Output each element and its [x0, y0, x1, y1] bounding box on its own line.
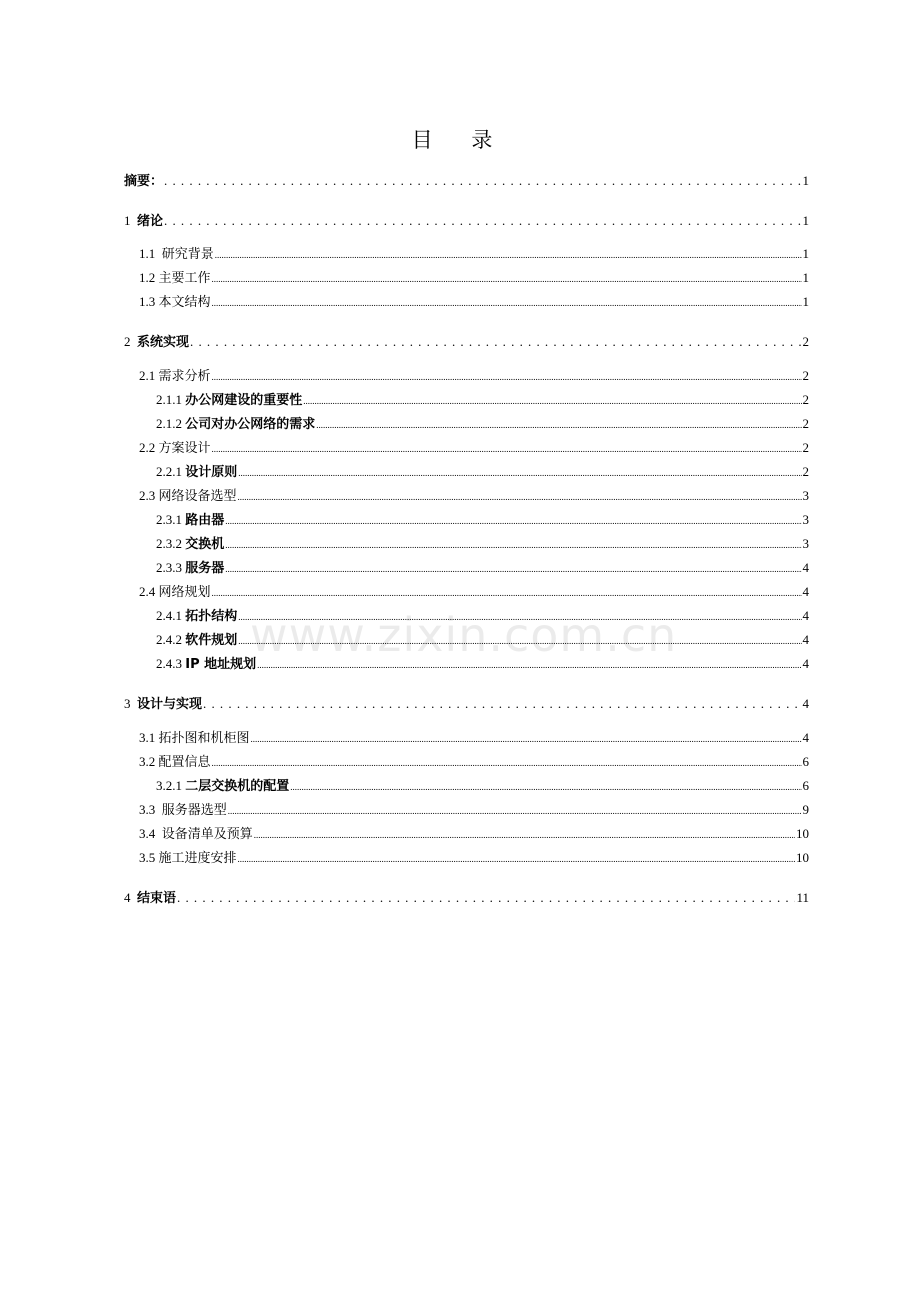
toc-entry[interactable] — [139, 245, 809, 264]
toc-entry[interactable] — [156, 463, 809, 482]
toc-entry[interactable] — [156, 391, 809, 410]
toc-entry-number: 3 — [124, 696, 137, 711]
toc-entry-title: 办公网建设的重要性 — [185, 393, 303, 408]
toc-entry-page: 4 — [802, 584, 809, 599]
toc-entry-title: 二层交换机的配置 — [185, 779, 290, 794]
toc-leader-dots — [190, 333, 801, 351]
toc-entry-title: 设计与实现 — [137, 697, 203, 712]
toc-entry[interactable] — [156, 559, 809, 578]
toc-entry-title: 公司对办公网络的需求 — [185, 417, 316, 432]
toc-entry-number: 2.1.2 — [156, 416, 186, 431]
toc-entry-number: 2.4.1 — [156, 608, 186, 623]
toc-leader-dots — [290, 778, 801, 796]
toc-entry-number: 1.3 — [139, 294, 159, 309]
toc-entry-title: 摘要： — [124, 174, 164, 189]
toc-entry-page: 4 — [802, 632, 809, 647]
toc-entry-page: 10 — [796, 850, 809, 865]
toc-leader-dots — [164, 172, 801, 190]
toc-entry-title: 结束语 — [137, 891, 177, 906]
toc-entry-title: 服务器选型 — [161, 803, 227, 818]
toc-leader-dots — [212, 270, 802, 288]
toc-leader-dots — [225, 512, 801, 530]
toc-entry-number: 3.1 — [139, 730, 159, 745]
toc-leader-dots — [164, 212, 801, 230]
toc-entry[interactable] — [139, 801, 809, 820]
toc-entry-page: 4 — [802, 560, 809, 575]
toc-entry-page: 4 — [802, 608, 809, 623]
toc-entry-page: 6 — [802, 778, 809, 793]
toc-entry[interactable] — [156, 777, 809, 796]
toc-entry-title: 研究背景 — [161, 247, 214, 262]
toc-entry-number: 2 — [124, 334, 137, 349]
toc-leader-dots — [251, 730, 802, 748]
toc-entry-title: 网络设备选型 — [158, 489, 237, 504]
toc-entry-number: 4 — [124, 890, 137, 905]
toc-leader-dots — [212, 440, 802, 458]
toc-entry-number: 3.2 — [139, 754, 159, 769]
toc-entry-title: 交换机 — [185, 537, 225, 552]
toc-leader-dots — [303, 392, 801, 410]
toc-entry-title: IP 地址规划 — [185, 657, 257, 672]
toc-entry-title: 系统实现 — [137, 335, 190, 350]
toc-entry-title: 软件规划 — [185, 633, 238, 648]
toc-entry-number: 2.4 — [139, 584, 159, 599]
toc-entry-number: 1 — [124, 213, 137, 228]
toc-entry[interactable] — [139, 753, 809, 772]
toc-entry[interactable] — [124, 212, 809, 231]
toc-entry[interactable] — [124, 695, 809, 714]
toc-entry-page: 4 — [802, 696, 809, 711]
toc-entry-page: 3 — [802, 512, 809, 527]
toc-entry-title: 绪论 — [137, 214, 164, 229]
toc-entry-page: 2 — [802, 392, 809, 407]
toc-leader-dots — [212, 294, 802, 312]
toc-entry[interactable] — [139, 849, 809, 868]
toc-leader-dots — [238, 464, 801, 482]
toc-entry-page: 2 — [802, 464, 809, 479]
toc-leader-dots — [238, 488, 802, 506]
toc-entry-number: 2.1.1 — [156, 392, 186, 407]
toc-entry-title: 路由器 — [185, 513, 225, 528]
toc-entry-number: 3.2.1 — [156, 778, 186, 793]
toc-entry-title: 设备清单及预算 — [161, 827, 253, 842]
toc-entry-page: 2 — [802, 416, 809, 431]
toc-entry-title: 施工进度安排 — [158, 851, 237, 866]
toc-entry-number: 2.3 — [139, 488, 159, 503]
toc-entry-page: 1 — [802, 213, 809, 228]
toc-entry-page: 10 — [796, 826, 809, 841]
toc-leader-dots — [316, 416, 801, 434]
toc-leader-dots — [212, 754, 802, 772]
toc-entry[interactable] — [139, 367, 809, 386]
toc-entry-title: 配置信息 — [158, 755, 211, 770]
toc-entry-number: 1.2 — [139, 270, 159, 285]
toc-entry-number: 2.3.3 — [156, 560, 186, 575]
toc-entry-page: 11 — [796, 890, 809, 905]
toc-entry-title: 服务器 — [185, 561, 225, 576]
toc-entry[interactable] — [139, 269, 809, 288]
toc-entry-number: 2.4.2 — [156, 632, 186, 647]
toc-entry-page: 4 — [802, 656, 809, 671]
toc-leader-dots — [254, 826, 795, 844]
toc-entry-title: 需求分析 — [158, 369, 211, 384]
toc-entry[interactable] — [139, 293, 809, 312]
watermark: www.zixin.com.cn — [250, 608, 678, 662]
toc-leader-dots — [225, 536, 801, 554]
toc-entry-page: 1 — [802, 173, 809, 188]
toc-entry[interactable] — [156, 511, 809, 530]
toc-entry[interactable] — [156, 535, 809, 554]
toc-entry-title: 主要工作 — [158, 271, 211, 286]
toc-entry[interactable] — [139, 825, 809, 844]
toc-entry-number: 2.1 — [139, 368, 159, 383]
toc-entry-page: 4 — [802, 730, 809, 745]
toc-entry-page: 3 — [802, 488, 809, 503]
toc-leader-dots — [212, 368, 802, 386]
toc-entry[interactable] — [139, 487, 809, 506]
toc-entry-number: 3.5 — [139, 850, 159, 865]
toc-entry-number: 3.4 — [139, 826, 162, 841]
toc-entry[interactable] — [139, 729, 809, 748]
toc-leader-dots — [212, 584, 802, 602]
toc-entry-title: 方案设计 — [158, 441, 211, 456]
toc-entry[interactable] — [139, 583, 809, 602]
toc-entry-title: 设计原则 — [185, 465, 238, 480]
toc-entry-number: 2.3.1 — [156, 512, 186, 527]
toc-entry-title: 拓扑结构 — [185, 609, 238, 624]
toc-entry-title: 拓扑图和机柜图 — [158, 731, 250, 746]
toc-leader-dots — [215, 246, 802, 264]
toc-entry-number: 2.2.1 — [156, 464, 186, 479]
toc-entry-number: 2.4.3 — [156, 656, 186, 671]
toc-entry-page: 1 — [802, 294, 809, 309]
toc-leader-dots — [238, 850, 795, 868]
toc-entry[interactable] — [124, 333, 809, 352]
toc-leader-dots — [228, 802, 802, 820]
toc-entry-number: 1.1 — [139, 246, 162, 261]
toc-entry-page: 2 — [802, 334, 809, 349]
toc-leader-dots — [177, 889, 795, 907]
toc-entry[interactable] — [124, 172, 809, 191]
toc-entry-number: 2.3.2 — [156, 536, 186, 551]
toc-entry-title: 网络规划 — [158, 585, 211, 600]
toc-entry[interactable] — [156, 415, 809, 434]
toc-entry-page: 3 — [802, 536, 809, 551]
toc-entry-page: 2 — [802, 368, 809, 383]
toc-entry-page: 6 — [802, 754, 809, 769]
toc-entry[interactable] — [124, 889, 809, 908]
toc-leader-dots — [203, 695, 801, 713]
toc-entry-title: 本文结构 — [158, 295, 211, 310]
toc-entry-page: 2 — [802, 440, 809, 455]
toc-entry-page: 1 — [802, 270, 809, 285]
toc-entry[interactable] — [139, 439, 809, 458]
page-title: 目 录 — [411, 128, 509, 152]
toc-entry-page: 1 — [802, 246, 809, 261]
toc-entry-number: 3.3 — [139, 802, 162, 817]
toc-leader-dots — [225, 560, 801, 578]
toc-entry-page: 9 — [802, 802, 809, 817]
toc-entry-number: 2.2 — [139, 440, 159, 455]
